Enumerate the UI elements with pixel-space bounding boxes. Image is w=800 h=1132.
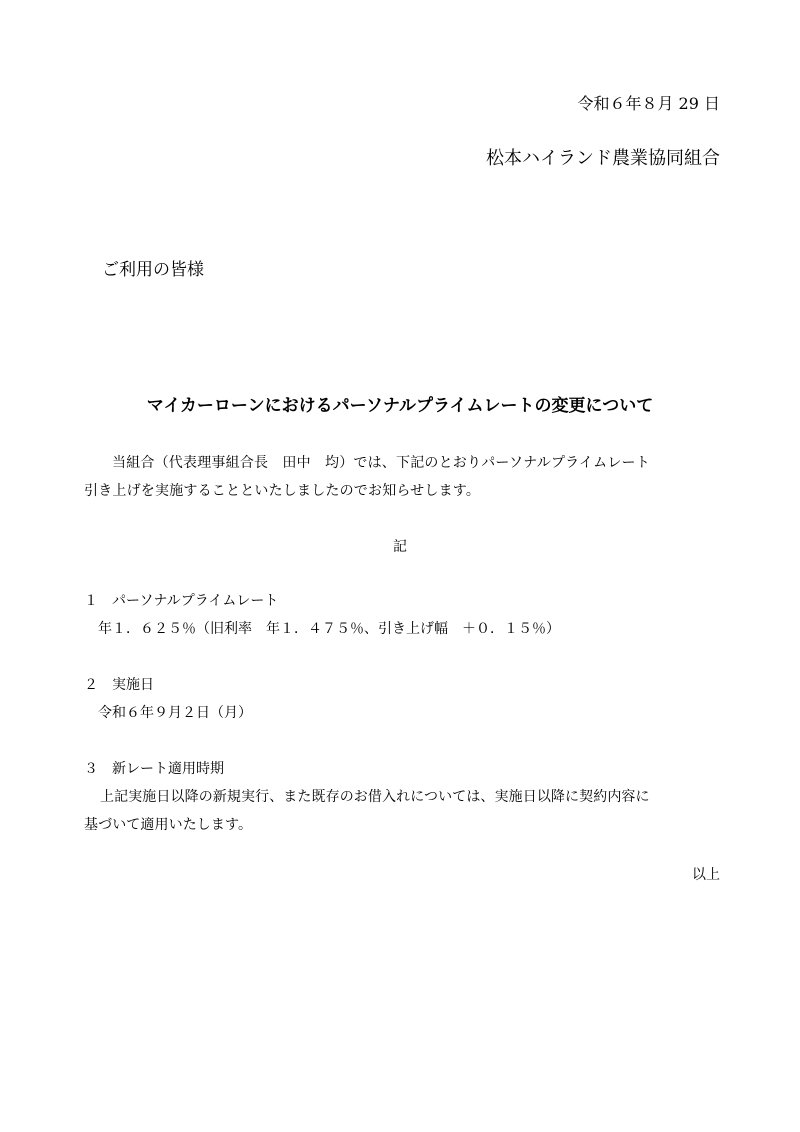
issuing-organization: 松本ハイランド農業協同組合 [486,148,720,169]
item-3-body-line-1: 上記実施日以降の新規実行、また既存のお借入れについては、実施日以降に契約内容に [100,789,650,805]
intro-line-1: 当組合（代表理事組合長 田中 均）では、下記のとおりパーソナルプライムレート [112,455,650,471]
item-1-heading: １ パーソナルプライムレート [84,593,279,609]
item-2-body: 令和６年９月２日（月） [98,705,252,721]
ki-heading: 記 [393,539,407,555]
document-title: マイカーローンにおけるパーソナルプライムレートの変更について [146,396,654,416]
closing-mark: 以上 [692,867,720,883]
item-2-heading: ２ 実施日 [84,677,154,693]
item-1-body: 年１．６２５％（旧利率 年１．４７５％、引き上げ幅 ＋０．１５％） [98,621,560,637]
item-3-body-line-2: 基づいて適用いたします。 [84,817,253,833]
salutation: ご利用の皆様 [102,260,204,280]
intro-line-2: 引き上げを実施することといたしましたのでお知らせします。 [84,483,481,499]
document-date: 令和６年８月 29 日 [577,94,720,113]
item-3-heading: ３ 新レート適用時期 [84,761,224,777]
